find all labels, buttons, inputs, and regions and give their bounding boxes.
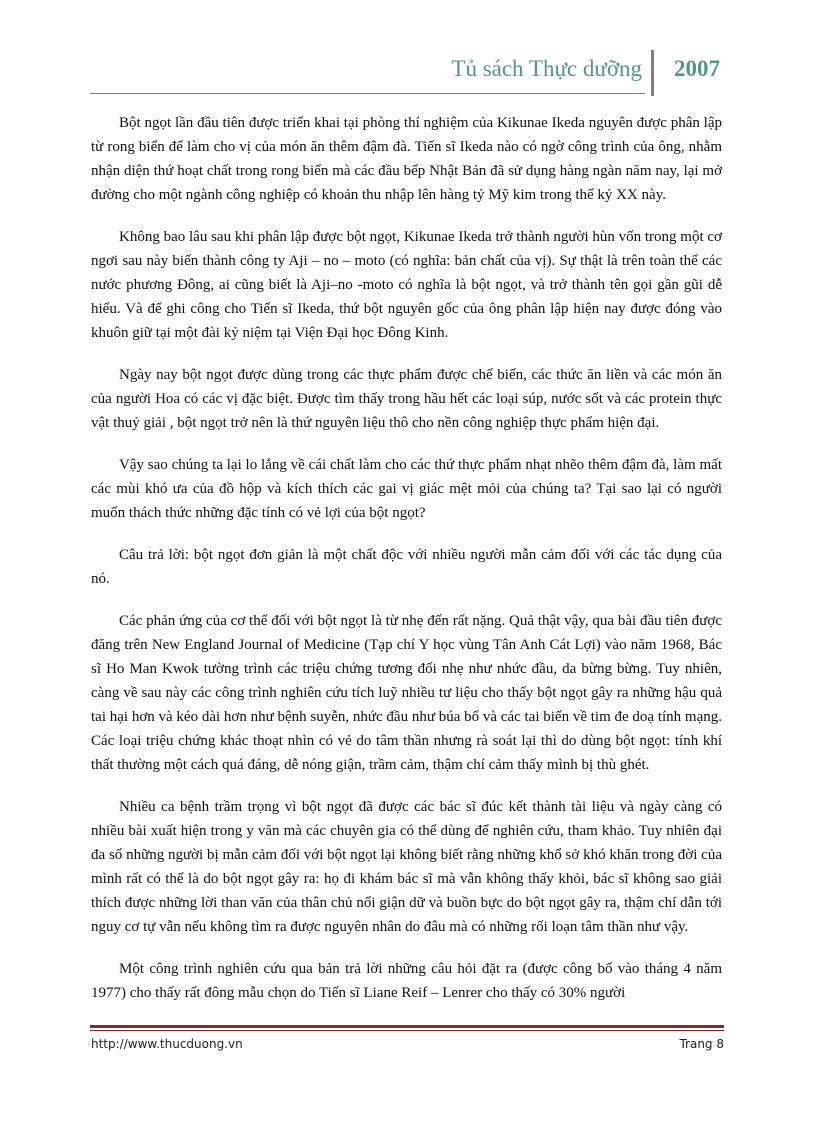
header-rule [90, 93, 645, 94]
paragraph: Ngày nay bột ngọt được dùng trong các thực phẩm được chế biến, các thức ăn liền và các món ăn của người Hoa có các vị đặc biệt. Được tìm thấy trong hầu hết các loại súp, nước sốt và các protein thực vật thuỷ giải , bột ngọt trở nên là thứ nguyên liệu thô cho nền công nghiệp thực phẩm hiện đại. [91, 367, 722, 431]
header-title: Tủ sách Thực dưỡng [451, 56, 642, 81]
page-number: Trang 8 [679, 1037, 724, 1051]
footer-rule-thin [90, 1030, 724, 1031]
paragraph: Câu trả lời: bột ngọt đơn giản là một chất độc với nhiều người mẫn cảm đối với các tác dụng của nó. [91, 547, 722, 587]
paragraph: Bột ngọt lần đầu tiên được triển khai tại phòng thí nghiệm của Kikunae Ikeda nguyên được phân lập từ rong biển để làm cho vị của món ăn thêm đậm đà. Tiến sĩ Ikeda nào có ngờ công trình của ông, nhằm nhận diện thứ hoạt chất trong rong biển mà các đầu bếp Nhật Bản đã sử dụng hàng ngàn năm nay, lại mở đường cho một ngành công nghiệp có khoản thu nhập lên hàng tỷ Mỹ kim trong thế kỷ XX này. [91, 115, 722, 203]
paragraph: Vậy sao chúng ta lại lo lắng về cái chất làm cho các thứ thực phẩm nhạt nhẽo thêm đậm đà, làm mất các mùi khó ưa của đồ hộp và kích thích các gai vị giác mệt mỏi của chúng ta? Tại sao lại có người muốn thách thức những đặc tính có vẻ lợi của bột ngọt? [91, 457, 722, 521]
header-separator [651, 50, 654, 96]
page-header [90, 50, 724, 96]
paragraph: Các phản ứng của cơ thể đối với bột ngọt là từ nhẹ đến rất nặng. Quả thật vậy, qua bài đầu tiên được đăng trên New England Journal of Medicine (Tạp chí Y học vùng Tân Anh Cát Lợi) vào năm 1968, Bác sĩ Ho Man Kwok tường trình các triệu chứng tương đối nhẹ như nhức đầu, da bừng bừng. Tuy nhiên, càng về sau này các công trình nghiên cứu tích luỹ nhiều tư liệu cho thấy bột ngọt gây ra những hậu quả tai hại hơn và kéo dài hơn như bệnh suyễn, nhức đầu như búa bổ và các tai biến về tim đe doạ tính mạng. Các loại triệu chứng khác thoạt nhìn có vẻ do tâm thần nhưng rà soát lại thì do dùng bột ngọt: tính khí thất thường một cách quá đáng, dễ nóng giận, trầm cảm, thậm chí cảm thấy mình bị thù ghét. [91, 613, 722, 773]
paragraph: Nhiều ca bệnh trầm trọng vì bột ngọt đã được các bác sĩ đúc kết thành tài liệu và ngày càng có nhiều bài xuất hiện trong y văn mà các chuyên gia có thể dùng để nghiên cứu, tham khảo. Tuy nhiên đại đa số những người bị mẫn cảm đối với bột ngọt lại không biết rằng những khổ sở khó khăn trong đời của mình rất có thể là do bột ngọt gây ra: họ đi khám bác sĩ mà vẫn không thấy khỏi, bác sĩ không sao giải thích được những lời than văn của thân chủ nổi giận dữ và buồn bực do bột ngọt gây ra, thậm chí dẫn tới nguy cơ tự vẫn nếu không tìm ra được nguyên nhân do đâu mà có những rối loạn tâm thần như vậy. [91, 799, 722, 935]
paragraph: Không bao lâu sau khi phân lập được bột ngọt, Kikunae Ikeda trở thành người hùn vốn trong một cơ ngơi sau này biến thành công ty Aji – no – moto (có nghĩa: bản chất của vị). Sự thật là trên toàn thể các nước phương Đông, ai cũng biết là Aji–no -moto có nghĩa là bột ngọt, và trở thành tên gọi gần gũi dễ hiểu. Và để ghi công cho Tiến sĩ Ikeda, thứ bột nguyên gốc của ông phân lập hiện nay được đóng vào khuôn giữ tại một đài kỷ niệm tại Viện Đại học Đông Kinh. [91, 229, 722, 341]
footer-url-link[interactable]: http://www.thucduong.vn [91, 1037, 243, 1051]
body-text [91, 111, 722, 1023]
footer-rule [90, 1025, 724, 1028]
header-year: 2007 [674, 56, 720, 81]
paragraph: Một công trình nghiên cứu qua bản trả lời những câu hỏi đặt ra (được công bố vào tháng 4 năm 1977) cho thấy rất đông mẫu chọn do Tiến sĩ Liane Reif – Lenrer cho thấy có 30% người [91, 961, 722, 1001]
